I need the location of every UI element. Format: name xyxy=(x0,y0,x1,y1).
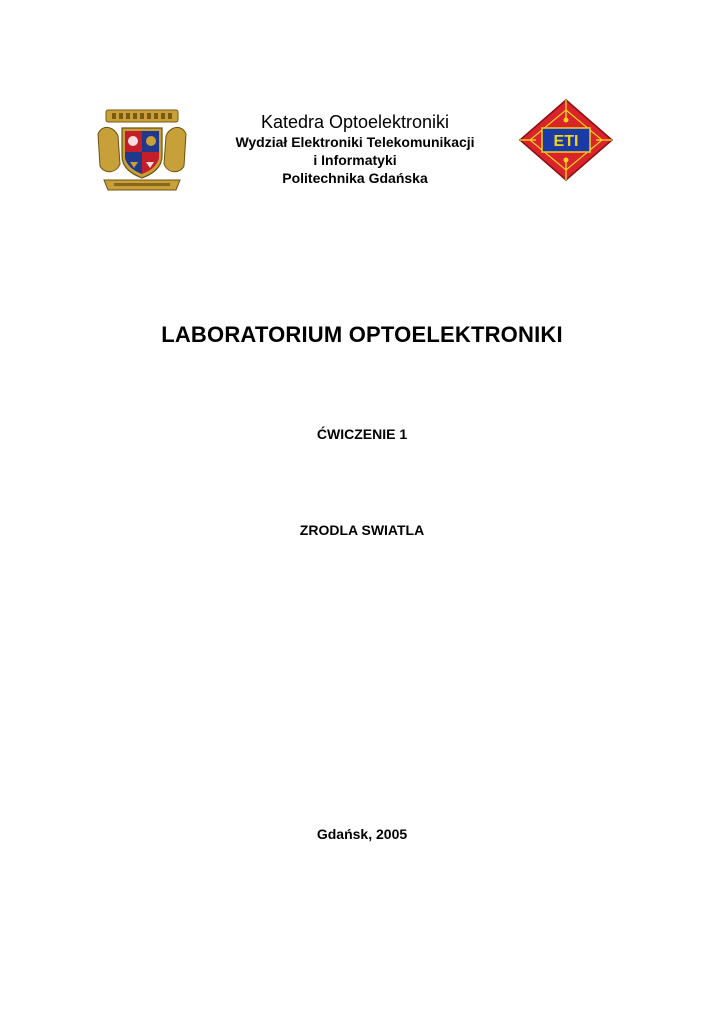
exercise-number: ĆWICZENIE 1 xyxy=(316,426,408,442)
eti-logo-text: ETI xyxy=(553,133,579,150)
faculty-name-line1: Wydział Elektroniki Telekomunikacji xyxy=(235,134,475,150)
university-crest-icon xyxy=(92,104,192,194)
department-name: Katedra Optoelektroniki xyxy=(260,112,450,132)
eti-faculty-logo-icon xyxy=(512,94,620,186)
faculty-name-line2: i Informatyki xyxy=(313,152,397,168)
university-name: Politechnika Gdańska xyxy=(282,170,428,186)
place-and-year: Gdańsk, 2005 xyxy=(316,826,408,842)
header-block xyxy=(190,111,520,187)
lab-title: LABORATORIUM OPTOELEKTRONIKI xyxy=(161,322,563,347)
exercise-topic: ZRODLA SWIATLA xyxy=(299,522,425,538)
